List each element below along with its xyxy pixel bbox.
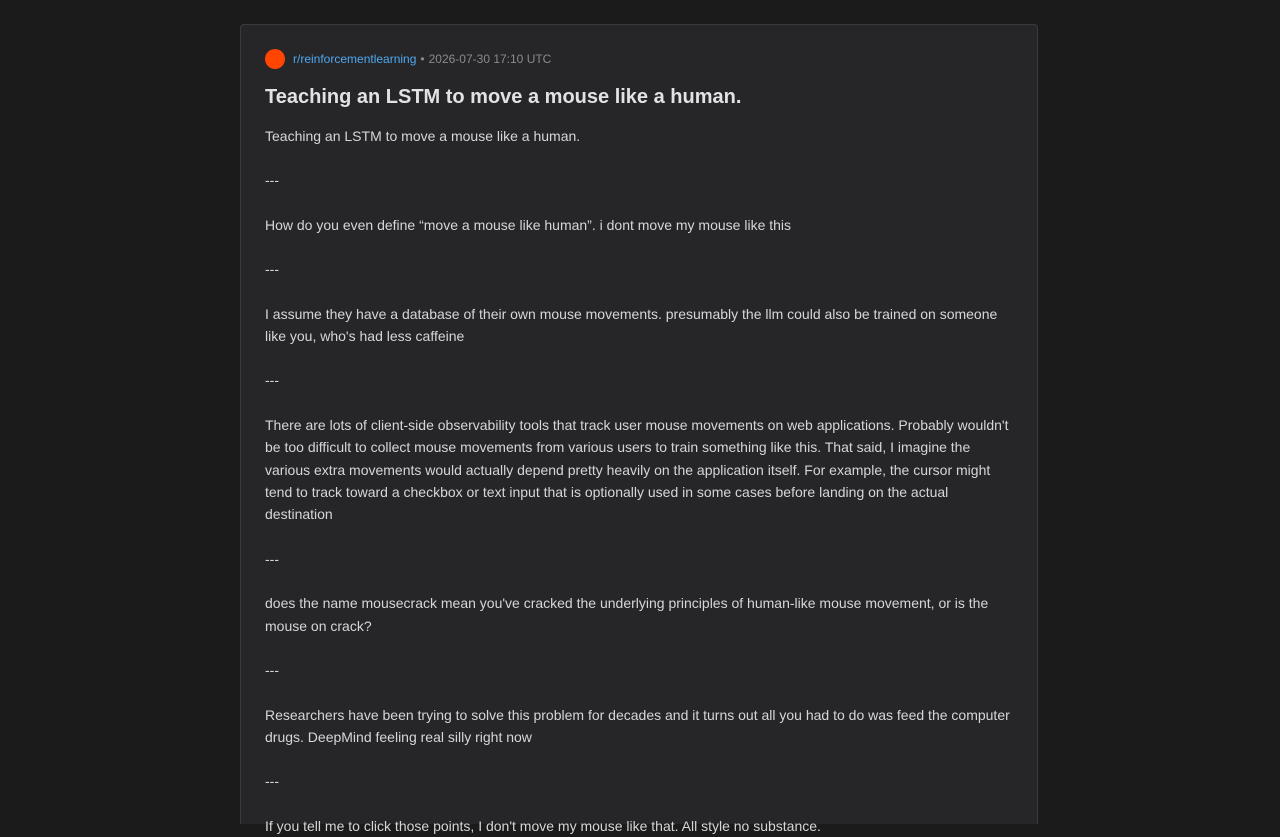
- post-title: Teaching an LSTM to move a mouse like a human.: [265, 86, 742, 108]
- subreddit-icon: [265, 49, 285, 69]
- comment-text: If you tell me to click those points, I don't move my mouse like that. All style no substance.: [265, 817, 821, 834]
- meta-separator: •: [420, 52, 425, 66]
- comment-text: There are lots of client-side observability tools that track user mouse movements on web applications. Probably wouldn't be too difficult to collect mouse movements from various users to train something like this. That said, I imagine the various extra movements would actually depend pretty heavily on the application itself. For example, the cursor might tend to track toward a checkbox or text input that is optionally used in some cases before landing on the actual destination: [265, 416, 1009, 523]
- subreddit-link[interactable]: r/reinforcementlearning: [293, 52, 417, 66]
- post-meta: [265, 49, 1013, 69]
- comment-text: does the name mousecrack mean you've cracked the underlying principles of human-like mouse movement, or is the mouse on crack?: [265, 595, 989, 634]
- divider: ---: [265, 773, 279, 790]
- divider: ---: [265, 550, 279, 567]
- comment-text: I assume they have a database of their own mouse movements. presumably the llm could also be trained on someone like you, who's had less caffeine: [265, 305, 998, 345]
- post-card: [240, 24, 1038, 834]
- post-selftext: Teaching an LSTM to move a mouse like a human.: [265, 128, 581, 144]
- divider: ---: [265, 261, 279, 278]
- comment-text: How do you even define “move a mouse like human”. i dont move my mouse like this: [265, 216, 792, 233]
- post-timestamp: 2026-07-30 17:10 UTC: [428, 52, 552, 66]
- post-body: [265, 125, 1013, 837]
- divider: ---: [265, 172, 279, 189]
- divider: ---: [265, 662, 279, 679]
- divider: ---: [265, 372, 279, 389]
- comment-text: Researchers have been trying to solve this problem for decades and it turns out all you had to do was feed the computer drugs. DeepMind feeling real silly right now: [265, 706, 1010, 745]
